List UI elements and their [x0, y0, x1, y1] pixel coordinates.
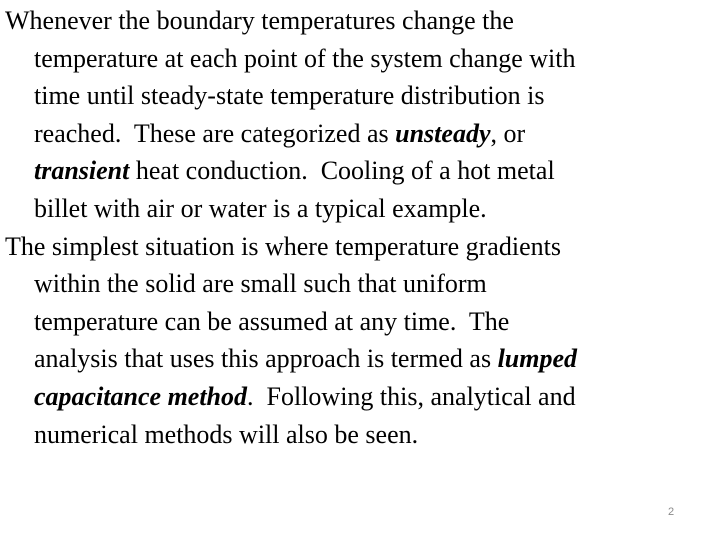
text: heat conduction. Cooling of a hot metal: [129, 156, 555, 186]
text: . Following this, analytical and: [247, 381, 576, 411]
paragraph-transient-conduction: [5, 2, 717, 228]
emphasis-capacitance-method: capacitance method: [34, 381, 248, 411]
text: temperature at each point of the system change with: [34, 43, 576, 73]
text: analysis that uses this approach is termed as: [34, 344, 498, 374]
text: Whenever the boundary temperatures change the: [5, 6, 514, 35]
text-line: [5, 190, 717, 228]
text-line: [5, 265, 717, 303]
text-line: [5, 2, 717, 40]
text-line: [5, 40, 717, 78]
text: within the solid are small such that uniform: [34, 269, 487, 299]
text-line: [5, 77, 717, 115]
text-line: [5, 378, 717, 416]
emphasis-lumped: lumped: [497, 344, 578, 374]
text: billet with air or water is a typical example.: [34, 193, 487, 223]
text-line: [5, 340, 717, 378]
emphasis-unsteady: unsteady: [395, 118, 491, 148]
text-line: [5, 303, 717, 341]
text: , or: [490, 118, 526, 148]
text-line: [5, 228, 717, 266]
text: numerical methods will also be seen.: [34, 419, 419, 449]
text: temperature can be assumed at any time. The: [34, 306, 510, 336]
text-line: [5, 152, 717, 190]
emphasis-transient: transient: [34, 156, 130, 186]
text: time until steady-state temperature distribution is: [34, 81, 545, 111]
text: The simplest situation is where temperature gradients: [5, 231, 561, 261]
paragraph-lumped-capacitance: [5, 228, 717, 454]
slide-body: [5, 2, 717, 453]
text-line: [5, 416, 717, 454]
text-line: [5, 115, 717, 153]
page-number: 2: [668, 506, 675, 518]
text: reached. These are categorized as: [34, 118, 396, 148]
